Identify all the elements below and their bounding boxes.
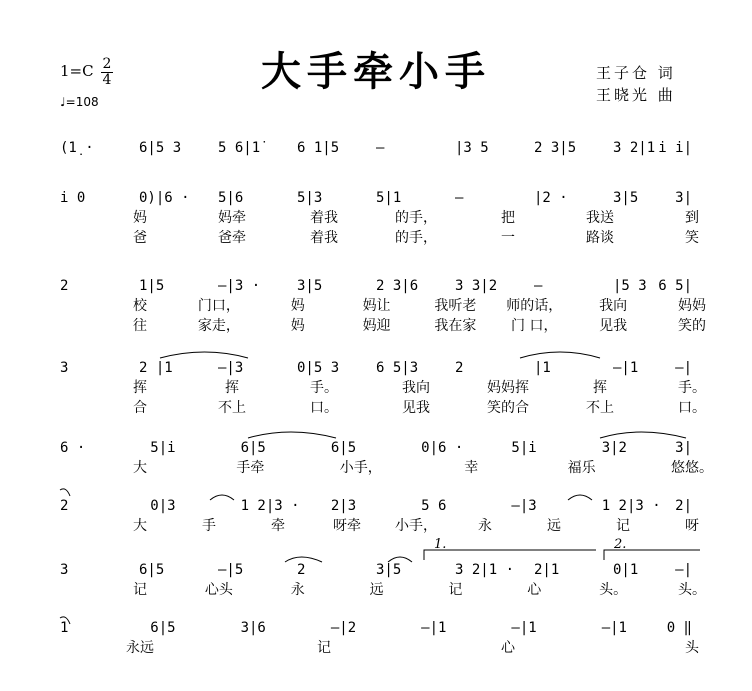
note-group: 1|5	[139, 278, 165, 294]
slur	[568, 495, 592, 500]
lyric-verse-2: 口。	[678, 400, 706, 416]
lyric-verse-1: 大	[133, 460, 147, 476]
lyric-verse-1: 悠悠。	[671, 460, 713, 476]
lyric-verse-1: 校	[133, 298, 147, 314]
note-group: 2 3|5	[534, 140, 577, 156]
lyric-verse-1: 妈妈	[678, 298, 706, 314]
note-group: 5|6	[218, 190, 244, 206]
slur	[248, 432, 336, 438]
note-group: —|1	[613, 360, 639, 376]
note-group: |1	[534, 360, 551, 376]
lyric-verse-1: 头	[685, 640, 699, 656]
lyric-verse-1: 手。	[678, 380, 706, 396]
lyric-verse-2: 笑	[685, 230, 699, 246]
tempo-marking: ♩=108	[60, 95, 99, 109]
note-group: —	[534, 278, 543, 294]
note-group: 3 3|2	[455, 278, 498, 294]
lyric-verse-2: 笑的	[678, 318, 706, 334]
note-group: 5|1	[376, 190, 402, 206]
lyric-verse-2: 见我	[402, 400, 430, 416]
key-signature: 1=C	[60, 62, 94, 80]
lyricist-credit: 王子仓 词	[596, 64, 676, 82]
lyric-verse-1: 小手，	[339, 460, 382, 476]
lyric-verse-2: 着我	[310, 230, 338, 246]
lyric-verse-2: 妈	[290, 318, 305, 334]
note-group: 5 6|1̇	[218, 140, 261, 156]
note-group: 6 5|	[658, 278, 692, 294]
lyric-verse-1: 我送	[586, 210, 614, 226]
lyric-verse-1: 呀牵	[333, 518, 361, 534]
lyric-verse-2: 合	[133, 400, 147, 416]
note-group: |3 5	[455, 140, 489, 156]
lyric-verse-1: 记	[448, 582, 463, 598]
lyric-verse-1: 我向	[599, 298, 628, 314]
note-group: 0)|6 ·	[139, 190, 190, 206]
note-group: |5 3	[613, 278, 647, 294]
note-group: 2|	[675, 498, 692, 514]
lyric-verse-2: 不上	[218, 400, 246, 416]
lyric-verse-2: 爸牵	[218, 230, 246, 246]
lyric-verse-1: 的手，	[395, 210, 437, 226]
note-group: 6|5	[240, 440, 266, 456]
note-group: 3|5	[376, 562, 402, 578]
note-group: 3 2|1	[613, 140, 656, 156]
lyric-verse-1: 牵	[271, 518, 285, 534]
note-group: 6 ·	[60, 440, 86, 456]
lyric-verse-1: 远	[369, 582, 384, 598]
lyric-verse-1: 手。	[310, 380, 338, 396]
lyric-verse-1: 呀	[685, 518, 699, 534]
lyric-verse-1: 我向	[402, 380, 430, 396]
lyric-verse-1: 手牵	[236, 460, 265, 476]
lyric-verse-1: 挥	[133, 380, 147, 396]
lyric-verse-2: 我在家	[434, 318, 477, 334]
note-group: —|3	[511, 498, 537, 514]
note-group: 2 |1	[139, 360, 173, 376]
lyric-verse-2: 往	[133, 318, 147, 334]
lyric-verse-1: 门口，	[197, 298, 240, 314]
lyric-verse-1: 永远	[126, 640, 154, 656]
lyric-verse-1: 到	[685, 210, 699, 226]
note-group: —|1	[601, 620, 628, 636]
note-group: —|3	[218, 360, 244, 376]
note-group: 2	[60, 498, 69, 514]
note-group: 2|1	[534, 562, 560, 578]
lyric-verse-1: 心	[527, 582, 542, 598]
lyric-verse-1: 心头	[204, 582, 233, 598]
note-group: 0 ‖	[666, 620, 692, 636]
note-group: i i|	[658, 140, 692, 156]
note-group: 5|i	[511, 440, 537, 456]
note-group: 6|5	[139, 562, 165, 578]
song-title: 大手牵小手	[261, 49, 491, 95]
composer-credit: 王晓光 曲	[596, 86, 676, 104]
lyric-verse-2: 见我	[599, 318, 628, 334]
slur	[600, 432, 686, 438]
note-group: 3 2|1 ·	[455, 562, 515, 578]
note-group: 3|6	[240, 620, 266, 636]
note-group: 2 3|6	[376, 278, 419, 294]
lyric-verse-1: 记	[317, 640, 331, 656]
note-group: —	[455, 190, 464, 206]
note-group: 5 6	[421, 498, 447, 514]
note-group: 2	[60, 278, 69, 294]
meter-top: 2	[102, 56, 112, 72]
note-group: 3	[60, 562, 69, 578]
note-group: —	[376, 140, 385, 156]
note-group: 5|3	[297, 190, 323, 206]
note-group: 6 1̇|5	[297, 140, 340, 156]
lyric-verse-2: 口。	[310, 400, 338, 416]
slur	[520, 352, 600, 358]
lyric-verse-1: 妈	[133, 210, 147, 226]
note-group: —|	[675, 360, 692, 376]
lyric-verse-1: 大	[133, 518, 147, 534]
note-group: —|1	[511, 620, 537, 636]
note-group: —|2	[330, 620, 357, 636]
lyric-verse-2: 妈迎	[362, 318, 391, 334]
note-group: 3	[60, 360, 69, 376]
lyric-verse-1: 永	[478, 518, 492, 534]
lyric-verse-1: 挥	[225, 380, 239, 396]
lyric-verse-1: 我听老	[434, 298, 477, 314]
volta-1-label: 1.	[434, 537, 447, 552]
lyric-verse-1: 妈	[290, 298, 305, 314]
lyric-verse-2: 路谈	[586, 230, 614, 246]
note-group: 6|5	[330, 440, 357, 456]
note-group: 2	[455, 360, 464, 376]
note-group: |2 ·	[534, 190, 568, 206]
lyric-verse-1: 妈让	[362, 298, 391, 314]
lyric-verse-1: 远	[547, 518, 561, 534]
note-group: —|1	[421, 620, 447, 636]
lyric-verse-1: 着我	[310, 210, 338, 226]
lyric-verse-1: 挥	[593, 380, 607, 396]
lyric-verse-1: 把	[501, 210, 515, 226]
note-group: i 0	[60, 190, 86, 206]
slur	[60, 489, 70, 496]
note-group: —|	[675, 562, 692, 578]
lyric-verse-1: 心	[501, 640, 515, 656]
lyric-verse-1: 幸	[464, 460, 479, 476]
lyric-verse-1: 记	[616, 518, 630, 534]
lyric-verse-2: 家走，	[197, 318, 240, 334]
note-group: 0|6 ·	[421, 440, 464, 456]
note-group: (1̣ ·	[60, 140, 94, 156]
note-group: 6|5 3	[139, 140, 182, 156]
note-group: 0|3	[150, 498, 176, 514]
lyric-verse-1: 小手，	[395, 518, 437, 534]
lyric-verse-2: 爸	[133, 230, 147, 246]
note-group: 0|1	[613, 562, 639, 578]
volta-1-bracket	[424, 550, 596, 560]
note-group: 2	[297, 562, 306, 578]
slur	[210, 495, 234, 500]
note-group: 0|5 3	[297, 360, 340, 376]
note-group: 3|	[675, 190, 692, 206]
note-group: 1 2|3 ·	[240, 498, 300, 514]
note-group: 1	[60, 620, 69, 636]
note-group: —|5	[218, 562, 244, 578]
lyric-verse-2: 笑的合	[487, 400, 529, 416]
lyric-verse-2: 的手，	[395, 230, 437, 246]
volta-2-label: 2.	[614, 537, 627, 552]
lyric-verse-1: 手	[202, 518, 216, 534]
note-group: 3|2	[601, 440, 628, 456]
lyric-verse-1: 师的话，	[506, 298, 563, 314]
note-group: —|3 ·	[218, 278, 261, 294]
lyric-verse-2: 门 口，	[511, 318, 558, 334]
note-group: 6 5|3	[376, 360, 419, 376]
lyric-verse-1: 妈妈挥	[487, 380, 529, 396]
note-group: 1 2|3 ·	[601, 498, 661, 514]
slur	[160, 352, 248, 358]
meter-bottom: 4	[102, 72, 112, 88]
lyric-verse-1: 妈牵	[218, 210, 246, 226]
lyric-verse-2: 一	[501, 230, 515, 246]
note-group: 3|	[675, 440, 692, 456]
note-group: 3|5	[613, 190, 639, 206]
lyric-verse-1: 福乐	[567, 460, 596, 476]
lyric-verse-1: 头。	[678, 582, 706, 598]
lyric-verse-1: 永	[290, 582, 305, 598]
note-group: 5|i	[150, 440, 176, 456]
lyric-verse-1: 头。	[599, 582, 628, 598]
lyric-verse-2: 不上	[586, 400, 614, 416]
note-group: 2|3	[330, 498, 357, 514]
note-group: 3|5	[297, 278, 323, 294]
lyric-verse-1: 记	[133, 582, 147, 598]
note-group: 6|5	[150, 620, 176, 636]
